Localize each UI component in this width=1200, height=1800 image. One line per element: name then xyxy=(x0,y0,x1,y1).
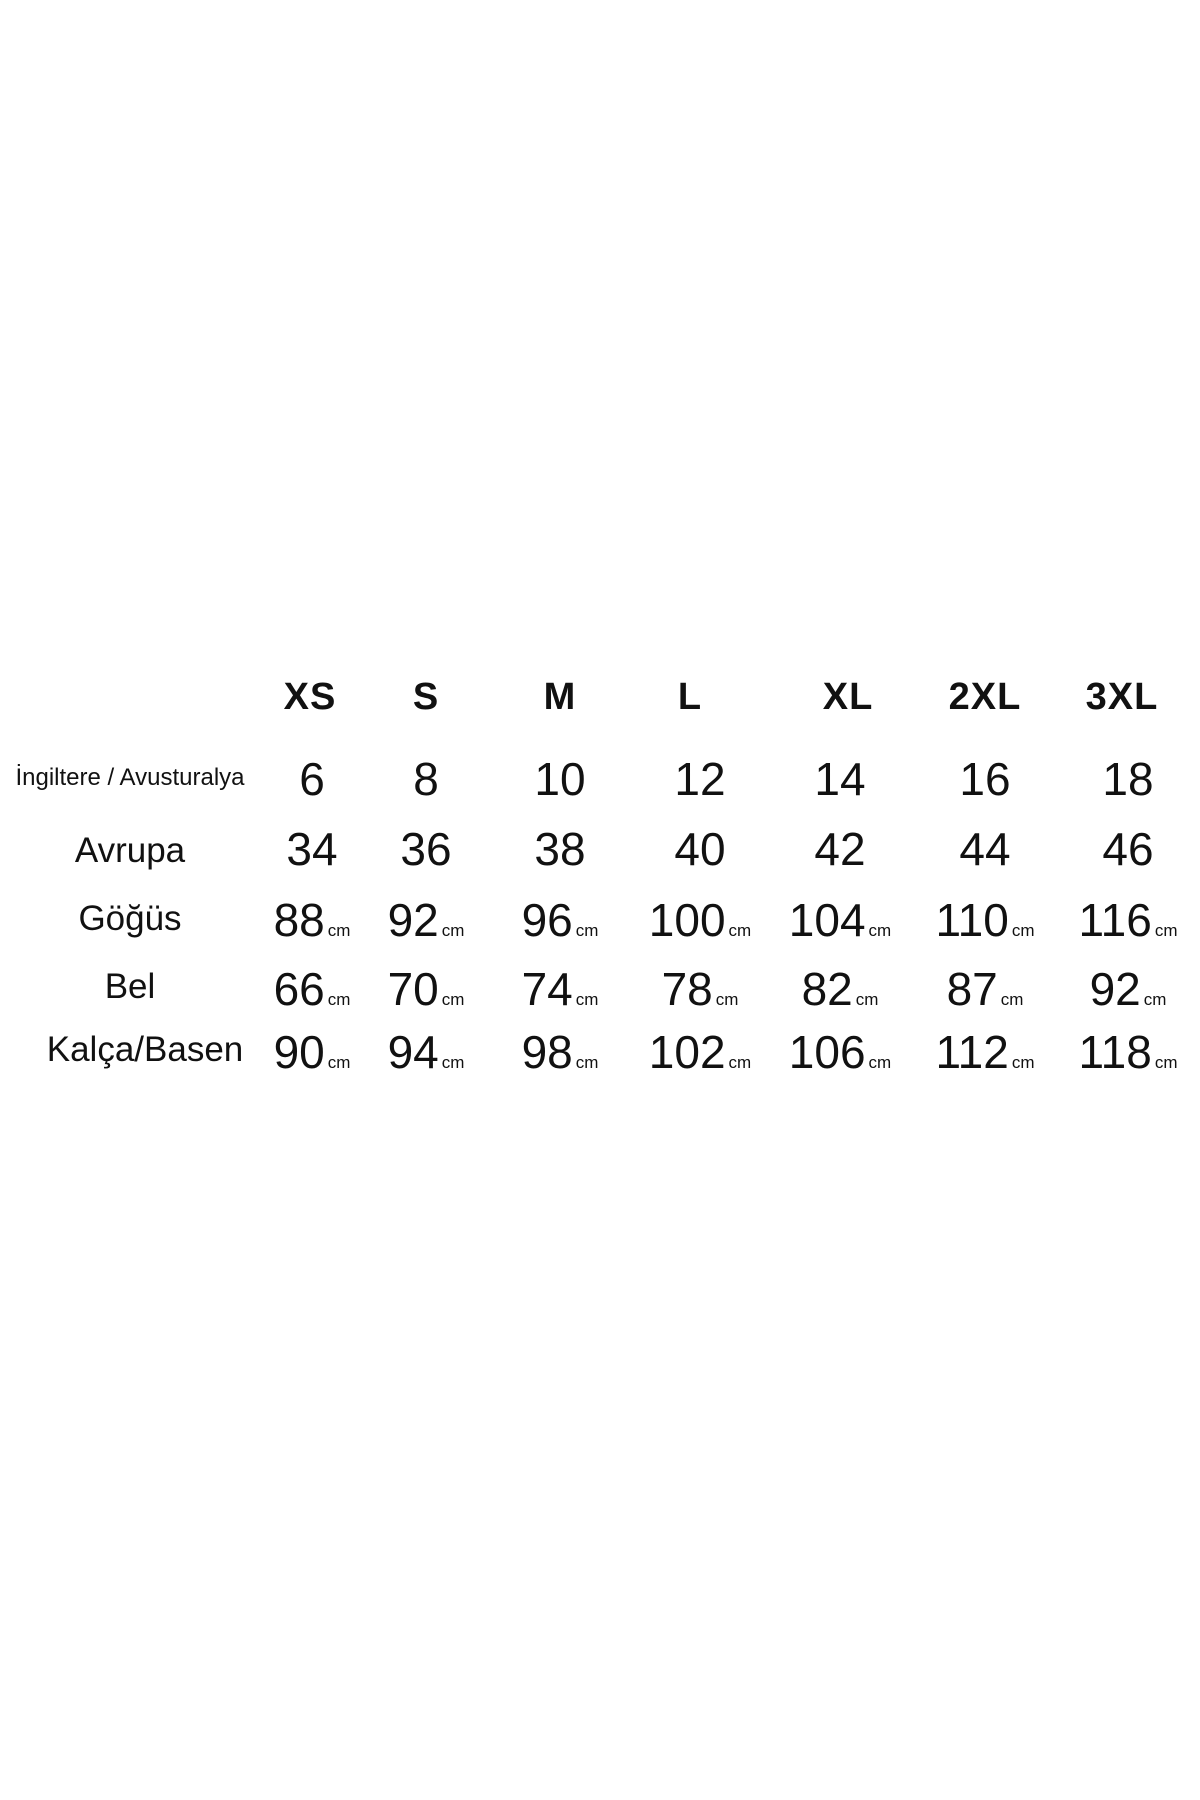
value-unit: cm xyxy=(1011,921,1035,940)
value-unit: cm xyxy=(1011,1053,1035,1072)
value-uk-au-3xl xyxy=(1048,752,1200,806)
value-unit: cm xyxy=(1154,921,1178,940)
size-header-3xl: 3XL xyxy=(1085,676,1159,718)
row-label-uk-au: İngiltere / Avusturalya xyxy=(15,764,245,791)
value-number: 92 xyxy=(1089,963,1141,1015)
value-hip-l xyxy=(620,1025,780,1079)
value-number: 8 xyxy=(413,753,439,805)
value-unit: cm xyxy=(1000,990,1024,1009)
value-chest-3xl xyxy=(1048,893,1200,947)
row-label-europe: Avrupa xyxy=(74,831,186,870)
value-number: 34 xyxy=(286,823,338,875)
value-number: 14 xyxy=(814,753,866,805)
value-number: 118 xyxy=(1078,1026,1152,1078)
value-chest-xl xyxy=(760,893,920,947)
size-header-s: S xyxy=(412,676,440,718)
value-unit: cm xyxy=(868,1053,892,1072)
value-number: 16 xyxy=(959,753,1011,805)
value-europe-xl xyxy=(760,822,920,876)
value-unit: cm xyxy=(441,990,465,1009)
value-unit: cm xyxy=(855,990,879,1009)
value-unit: cm xyxy=(575,1053,599,1072)
size-header-m: M xyxy=(543,676,577,718)
size-header-xs: XS xyxy=(283,676,337,718)
value-uk-au-m xyxy=(480,752,640,806)
value-number: 44 xyxy=(959,823,1011,875)
value-number: 6 xyxy=(299,753,325,805)
value-unit: cm xyxy=(575,990,599,1009)
value-unit: cm xyxy=(441,1053,465,1072)
value-number: 106 xyxy=(788,1026,866,1078)
value-unit: cm xyxy=(728,921,752,940)
size-header-2xl: 2XL xyxy=(948,676,1022,718)
size-header-xl: XL xyxy=(822,676,874,718)
row-label-waist: Bel xyxy=(104,967,156,1006)
value-unit: cm xyxy=(715,990,739,1009)
value-unit: cm xyxy=(327,990,351,1009)
value-number: 46 xyxy=(1102,823,1154,875)
value-chest-2xl xyxy=(905,893,1065,947)
row-label-chest: Göğüs xyxy=(78,899,182,938)
value-number: 104 xyxy=(788,894,866,946)
value-waist-l xyxy=(620,962,780,1016)
value-chest-l xyxy=(620,893,780,947)
value-unit: cm xyxy=(575,921,599,940)
value-number: 10 xyxy=(534,753,586,805)
value-number: 70 xyxy=(387,963,439,1015)
value-number: 66 xyxy=(273,963,325,1015)
value-number: 96 xyxy=(521,894,573,946)
value-unit: cm xyxy=(1154,1053,1178,1072)
value-waist-xl xyxy=(760,962,920,1016)
value-number: 87 xyxy=(946,963,998,1015)
value-number: 78 xyxy=(661,963,713,1015)
value-number: 94 xyxy=(387,1026,439,1078)
value-hip-xl xyxy=(760,1025,920,1079)
value-europe-3xl xyxy=(1048,822,1200,876)
value-number: 12 xyxy=(674,753,726,805)
value-uk-au-xl xyxy=(760,752,920,806)
value-unit: cm xyxy=(327,921,351,940)
value-europe-2xl xyxy=(905,822,1065,876)
value-number: 100 xyxy=(648,894,726,946)
value-number: 88 xyxy=(273,894,325,946)
value-hip-3xl xyxy=(1048,1025,1200,1079)
value-number: 90 xyxy=(273,1026,325,1078)
value-hip-m xyxy=(480,1025,640,1079)
row-label-hip: Kalça/Basen xyxy=(46,1030,244,1069)
value-number: 36 xyxy=(400,823,452,875)
value-waist-m xyxy=(480,962,640,1016)
value-number: 112 xyxy=(935,1026,1009,1078)
value-number: 116 xyxy=(1078,894,1152,946)
value-europe-l xyxy=(620,822,780,876)
value-number: 102 xyxy=(648,1026,726,1078)
value-number: 40 xyxy=(674,823,726,875)
value-number: 98 xyxy=(521,1026,573,1078)
value-hip-2xl xyxy=(905,1025,1065,1079)
value-number: 18 xyxy=(1102,753,1154,805)
value-unit: cm xyxy=(327,1053,351,1072)
value-number: 92 xyxy=(387,894,439,946)
value-number: 110 xyxy=(935,894,1009,946)
value-uk-au-l xyxy=(620,752,780,806)
value-number: 82 xyxy=(801,963,853,1015)
value-number: 42 xyxy=(814,823,866,875)
value-waist-2xl xyxy=(905,962,1065,1016)
value-number: 38 xyxy=(534,823,586,875)
value-waist-3xl xyxy=(1048,962,1200,1016)
size-header-l: L xyxy=(677,676,703,718)
value-unit: cm xyxy=(868,921,892,940)
value-unit: cm xyxy=(728,1053,752,1072)
value-number: 74 xyxy=(521,963,573,1015)
value-unit: cm xyxy=(1143,990,1167,1009)
value-europe-m xyxy=(480,822,640,876)
value-chest-m xyxy=(480,893,640,947)
value-uk-au-2xl xyxy=(905,752,1065,806)
value-unit: cm xyxy=(441,921,465,940)
